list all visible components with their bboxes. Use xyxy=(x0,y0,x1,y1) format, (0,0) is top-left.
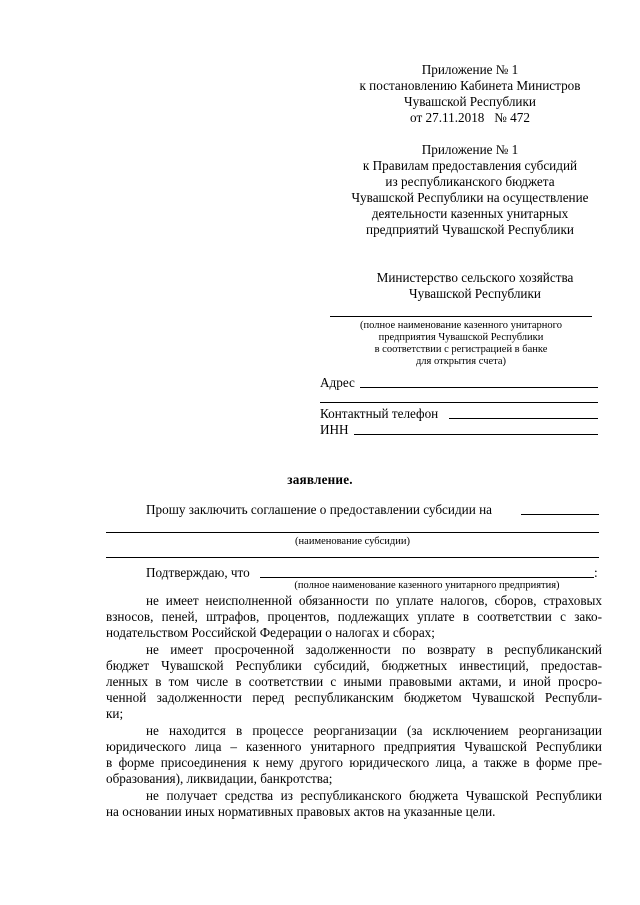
statement-debt-line: ченной задолженности перед республиканским бюджетом Чувашской Республи- xyxy=(106,690,602,705)
enterprise-full-name-field[interactable] xyxy=(260,577,594,578)
enterprise-name-field[interactable] xyxy=(330,316,592,317)
enterprise-name-hint: в соответствии с регистрацией в банке xyxy=(374,344,548,355)
appendix-date-number: от 27.11.2018 № 472 xyxy=(410,110,530,125)
enterprise-name-hint: (полное наименование казенного унитарного xyxy=(360,320,562,331)
appendix-number: Приложение № 1 xyxy=(421,62,519,77)
rules-ref-line: из республиканского бюджета xyxy=(385,174,555,189)
statement-debt-line: ленных в том числе в соответствии с иными правовыми актами, и иной просро- xyxy=(106,674,602,689)
rules-ref-line: Чувашской Республики на осуществление xyxy=(351,190,589,205)
ministry-republic: Чувашской Республики xyxy=(409,286,541,301)
subsidy-name-field-line2[interactable] xyxy=(106,557,599,558)
statement-taxes-line: не имеет неисполненной обязанности по уплате налогов, сборов, страховых xyxy=(146,593,602,608)
appendix-republic: Чувашской Республики xyxy=(404,94,536,109)
enterprise-full-name-hint: (полное наименование казенного унитарного предприятия) xyxy=(294,580,560,591)
statement-taxes-line: взносов, пеней, штрафов, процентов, подлежащих уплате в соответствии с зако- xyxy=(106,609,602,624)
rules-ref-line: к Правилам предоставления субсидий xyxy=(362,158,578,173)
rules-appendix-number: Приложение № 1 xyxy=(421,142,519,157)
enterprise-name-hint: предприятия Чувашской Республики xyxy=(378,332,544,343)
statement-reorganization-line: юридического лица – казенного унитарного предприятия Чувашской Республики xyxy=(106,739,602,754)
request-text: Прошу заключить соглашение о предоставлении субсидии на xyxy=(146,502,493,517)
statement-reorganization-line: образования), ликвидации, банкротства; xyxy=(106,771,333,786)
subsidy-name-hint: (наименование субсидии) xyxy=(295,536,410,547)
phone-field[interactable] xyxy=(449,418,598,419)
confirm-lead: Подтверждаю, что xyxy=(146,565,250,580)
rules-ref-line: предприятий Чувашской Республики xyxy=(366,222,574,237)
statement-reorganization-line: в форме присоединения к нему другого юридического лица, а также в форме пре- xyxy=(106,755,602,770)
enterprise-name-hint: для открытия счета) xyxy=(415,356,507,367)
statement-debt-line: ки; xyxy=(106,706,124,721)
ministry-name: Министерство сельского хозяйства xyxy=(376,270,574,285)
appendix-resolution-ref: к постановлению Кабинета Министров xyxy=(359,78,581,93)
inn-field[interactable] xyxy=(354,434,598,435)
address-field-line2[interactable] xyxy=(320,402,598,403)
confirm-colon: : xyxy=(594,565,598,580)
statement-funds-line: на основании иных нормативных правовых актов на указанные цели. xyxy=(106,804,496,819)
statement-reorganization-line: не находится в процессе реорганизации (за исключением реорганизации xyxy=(146,723,602,738)
statement-funds-line: не получает средства из республиканского бюджета Чувашской Республики xyxy=(146,788,602,803)
address-label: Адрес xyxy=(320,375,355,390)
document-title: заявление. xyxy=(287,472,353,487)
statement-taxes-line: нодательством Российской Федерации о налогах и сборах; xyxy=(106,625,435,640)
subsidy-name-field[interactable] xyxy=(106,532,599,533)
phone-label: Контактный телефон xyxy=(320,406,439,421)
statement-debt-line: бюджет Чувашской Республики субсидий, бюджетных инвестиций, предостав- xyxy=(106,658,602,673)
subsidy-field-inline[interactable] xyxy=(521,514,599,515)
address-field[interactable] xyxy=(360,387,598,388)
rules-ref-line: деятельности казенных унитарных xyxy=(371,206,569,221)
statement-debt-line: не имеет просроченной задолженности по возврату в республиканский xyxy=(146,642,602,657)
inn-label: ИНН xyxy=(320,422,349,437)
